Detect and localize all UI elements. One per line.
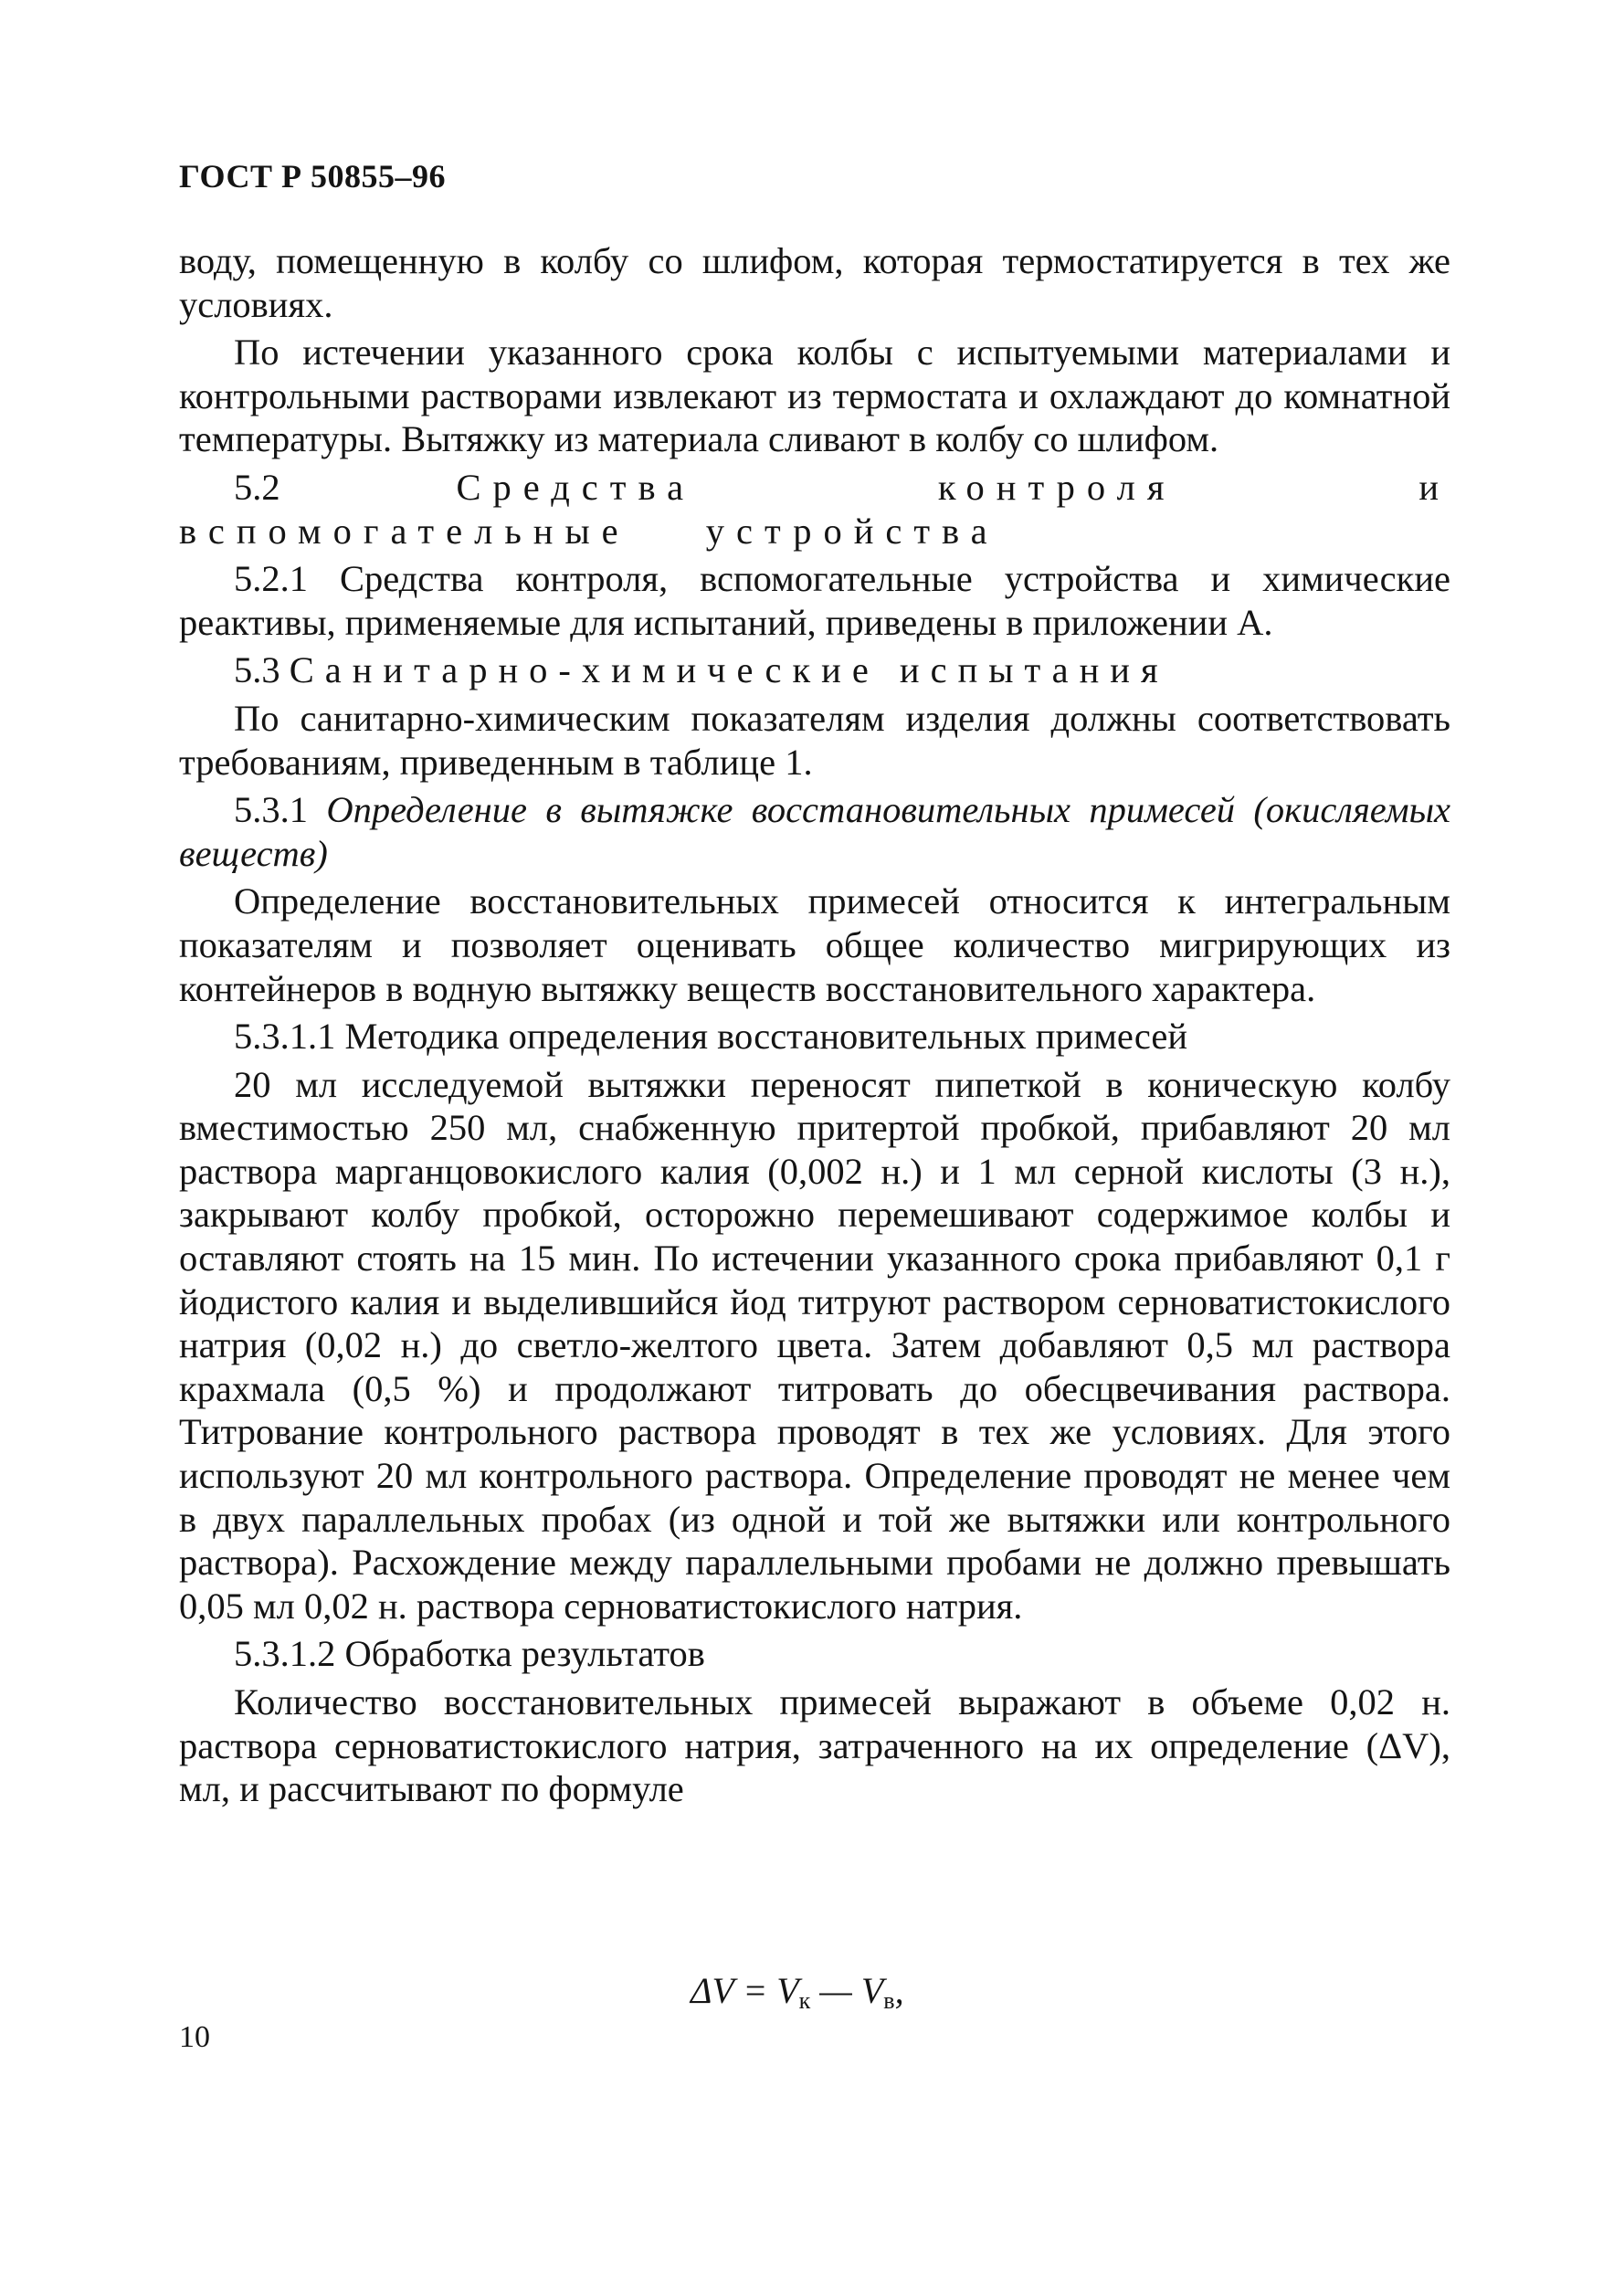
section-title: Определение в вытяжке восстановительных примесей (окисляемых веществ) — [179, 789, 1451, 874]
section-title: Средства контроля и вспомогательные устройства — [179, 466, 1450, 552]
section-title: Санитарно-химические испытания — [289, 649, 1169, 691]
section-5-3-1-2-heading: 5.3.1.2 Обработка результатов — [234, 1633, 705, 1675]
section-5-3-1-heading — [179, 788, 1450, 875]
formula-v-k: V — [776, 1970, 799, 2011]
formula — [691, 1969, 904, 2015]
document-page — [179, 0, 1450, 2286]
paragraph-continued: воду, помещенную в колбу со шлифом, которая термостатируется в тех же условиях. — [179, 240, 1450, 325]
formula-lhs: ΔV — [691, 1970, 734, 2011]
paragraph-5-2-1: 5.2.1 Средства контроля, вспомогательные устройства и химические реактивы, применяемые для испытаний, приведены в приложении А. — [179, 558, 1450, 643]
formula-minus: — — [810, 1970, 861, 2011]
formula-tail: , — [894, 1970, 904, 2011]
document-body — [179, 239, 1450, 1816]
section-5-3-1-1-heading: 5.3.1.1 Методика определения восстановительных примесей — [234, 1016, 1188, 1058]
section-number: 5.3.1 — [234, 789, 308, 831]
formula-sub-k: к — [798, 1987, 811, 2014]
section-5-3-heading — [179, 648, 1450, 692]
formula-equals: = — [733, 1970, 777, 2011]
section-number: 5.2 — [234, 466, 280, 508]
document-header: ГОСТ Р 50855–96 — [179, 158, 446, 195]
page-number: 10 — [179, 2020, 210, 2054]
paragraph-5-3: По санитарно-химическим показателям изделия должны соответствовать требованиям, приведенным в таблице 1. — [179, 697, 1450, 783]
section-number: 5.3 — [234, 649, 280, 691]
section-5-2-heading — [179, 466, 1450, 553]
paragraph-cooling: По истечении указанного срока колбы с испытуемыми материалами и контрольными растворами извлекают из термостата и охлаждают до комнатной температуры. Вытяжку из материала сливают в колбу со шлифом. — [179, 332, 1450, 460]
formula-v-b: V — [860, 1970, 884, 2011]
paragraph-5-3-1: Определение восстановительных примесей относится к интегральным показателям и позволяет оценивать общее количество мигрирующих из контейнеров в водную вытяжку веществ восстановительного характера. — [179, 880, 1450, 1009]
paragraph-5-3-1-1: 20 мл исследуемой вытяжки переносят пипеткой в коническую колбу вместимостью 250 мл, снабженную притертой пробкой, прибавляют 20 мл раствора марганцовокислого калия (0,002 н.) и 1 мл серной кислоты (3 н.), закрывают колбу пробкой, осторожно перемешивают содержимое колбы и оставляют стоять на 15 мин. По истечении указанного срока прибавляют 0,1 г йодистого калия и выделившийся йод титруют раствором серноватистокислого натрия (0,02 н.) до светло-желтого цвета. Затем добавляют 0,5 мл раствора крахмала (0,5 %) и продолжают титровать до обесцвечивания раствора. Титрование контрольного раствора проводят в тех же условиях. Для этого используют 20 мл контрольного раствора. Определение проводят не менее чем в двух параллельных пробах (из одной и той же вытяжки или контрольного раствора). Расхождение между параллельными пробами не должно превышать 0,05 мл 0,02 н. раствора серноватистокислого натрия. — [179, 1063, 1450, 1627]
paragraph-5-3-1-2: Количество восстановительных примесей выражают в объеме 0,02 н. раствора серноватистокислого натрия, затраченного на их определение (ΔV), мл, и рассчитывают по формуле — [179, 1681, 1450, 1810]
formula-sub-b: в — [883, 1987, 895, 2014]
